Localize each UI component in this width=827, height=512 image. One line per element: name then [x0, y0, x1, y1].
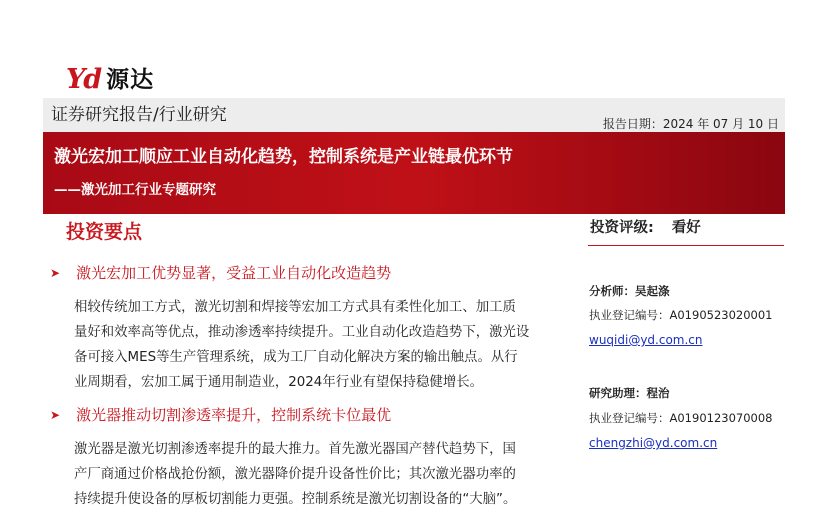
logo-text: 源达: [106, 67, 155, 93]
bullet-paragraph-1: [74, 295, 562, 395]
paragraph-line: 业周期看，宏加工属于通用制造业，2024年行业有望保持稳健增长。: [74, 375, 484, 390]
assistant-registration: 执业登记编号：A0190123070008: [589, 411, 773, 425]
bullet-paragraph-2: [74, 437, 562, 512]
paragraph-line: 相较传统加工方式，激光切割和焊接等宏加工方式具有柔性化加工、加工质: [74, 300, 516, 315]
paragraph-line: 产厂商通过价格战抢份额，激光器降价提升设备性价比；其次激光器功率的: [74, 467, 516, 482]
assistant-name: 研究助理：程治: [589, 386, 670, 400]
analyst-email-link[interactable]: wuqidi@yd.com.cn: [589, 333, 703, 347]
analyst-registration: 执业登记编号：A0190523020001: [589, 308, 773, 322]
report-date: 报告日期：2024 年 07 月 10 日: [602, 117, 779, 131]
paragraph-line: 激光器是激光切割渗透率提升的最大推力。首先激光器国产替代趋势下，国: [74, 442, 516, 457]
logo-mark: Yd: [66, 64, 101, 95]
company-logo: [66, 66, 154, 94]
arrowhead-bullet-icon: ➤: [50, 266, 61, 280]
paragraph-line: 量好和效率高等优点，推动渗透率持续提升。工业自动化改造趋势下，激光设: [74, 325, 530, 340]
bullet-heading-1: [50, 263, 391, 283]
paragraph-line: 备可接入MES等生产管理系统，成为工厂自动化解决方案的输出触点。从行: [74, 350, 518, 365]
title-banner: [43, 132, 785, 214]
investment-rating: [590, 218, 701, 238]
report-subtitle: ——激光加工行业专题研究: [54, 182, 216, 198]
bullet-title: 激光器推动切割渗透率提升，控制系统卡位最优: [76, 406, 392, 424]
rating-label: 投资评级:: [590, 220, 654, 236]
report-title: 激光宏加工顺应工业自动化趋势，控制系统是产业链最优环节: [54, 147, 513, 167]
bullet-title: 激光宏加工优势显著，受益工业自动化改造趋势: [76, 264, 392, 282]
rating-value: 看好: [671, 220, 701, 236]
section-heading: 投资要点: [66, 221, 143, 243]
paragraph-line: 持续提升使设备的厚板切割能力更强。控制系统是激光切割设备的“大脑”。: [74, 492, 517, 507]
arrowhead-bullet-icon: ➤: [50, 408, 61, 422]
rating-divider: [588, 245, 784, 246]
bullet-heading-2: [50, 405, 391, 425]
analyst-name: 分析师：吴起涤: [589, 284, 670, 298]
report-category: 证券研究报告/行业研究: [51, 105, 227, 125]
assistant-email-link[interactable]: chengzhi@yd.com.cn: [589, 436, 718, 450]
